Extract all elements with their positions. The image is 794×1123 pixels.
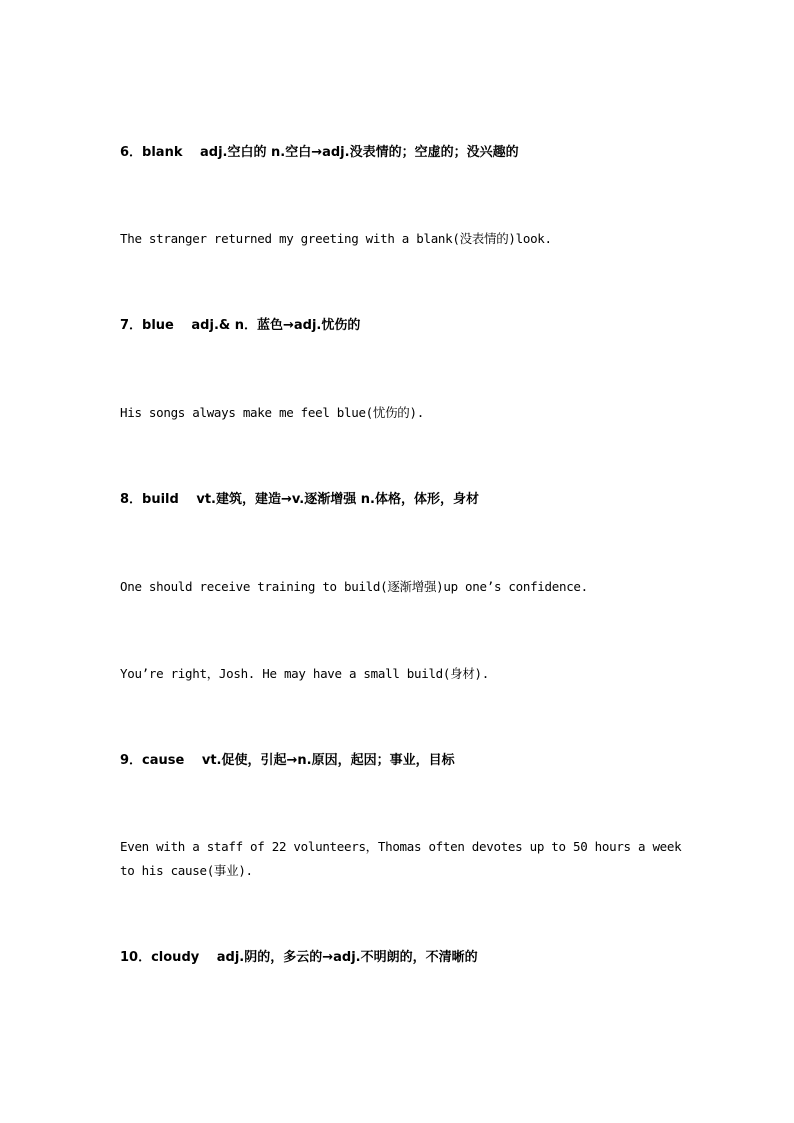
- entry-heading-blank: 6．blank adj.空白的 n.空白→adj.没表情的；空虚的；没兴趣的: [120, 145, 519, 160]
- example-sentence-cause-1: Even with a staff of 22 volunteers，Thomas often devotes up to 50 hours a week: [120, 839, 682, 854]
- example-sentence-blank: The stranger returned my greeting with a blank(没表情的)look.: [120, 231, 552, 246]
- entry-heading-blue: 7．blue adj.& n．蓝色→adj.忧伤的: [120, 318, 361, 333]
- entry-heading-build: 8．build vt.建筑，建造→v.逐渐增强 n.体格，体形，身材: [120, 492, 479, 507]
- entry-heading-cloudy: 10．cloudy adj.阴的，多云的→adj.不明朗的，不清晰的: [120, 950, 478, 965]
- example-sentence-build-1: One should receive training to build(逐渐增强)up one’s confidence.: [120, 579, 588, 594]
- entry-heading-cause: 9．cause vt.促使，引起→n.原因，起因；事业，目标: [120, 753, 455, 768]
- example-sentence-cause-2: to his cause(事业).: [120, 863, 253, 878]
- example-sentence-blue: His songs always make me feel blue(忧伤的).: [120, 405, 424, 420]
- example-sentence-build-2: You’re right，Josh. He may have a small build(身材).: [120, 666, 489, 681]
